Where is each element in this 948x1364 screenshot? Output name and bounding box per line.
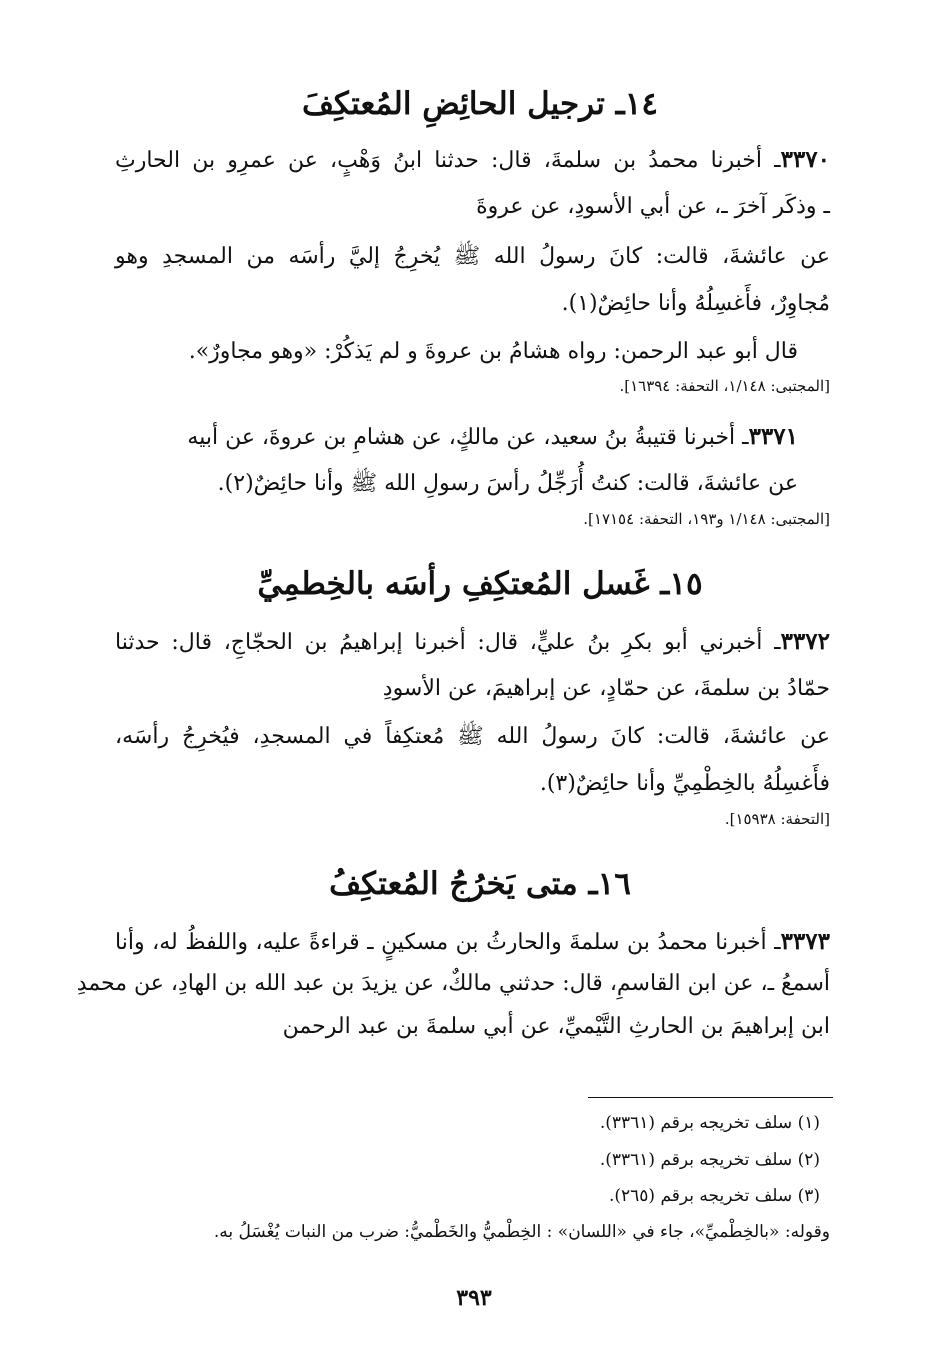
hadith-3370-line-1 xyxy=(115,148,830,173)
hadith-3370-line-3: عن عائشةَ، قالت: كانَ رسولُ الله ﷺ يُخرِجُ إليَّ رأسَه من المسجدِ وهو xyxy=(115,244,830,269)
hadith-3372-line-1 xyxy=(115,630,830,655)
footnote-3-note: وقوله: «بالخِطْميِّ»، جاء في «اللسان» : الخِطْميُّ والخَطْميُّ: ضرب من النبات يُغْسَلُ به. xyxy=(213,1222,830,1242)
hadith-text: ـ أخبرنا محمدُ بن سلمةَ والحارثُ بن مسكينٍ ـ قراءةً عليه، واللفظُ له، وأنا xyxy=(115,930,781,955)
hadith-3371-reference: [المجتبى: ١/١٤٨ و١٩٣، التحفة: ١٧١٥٤]. xyxy=(583,510,830,528)
hadith-3372-line-3: عن عائشةَ، قالت: كانَ رسولُ الله ﷺ مُعتكِفاً في المسجدِ، فيُخرِجُ رأسَه، xyxy=(115,724,830,749)
hadith-number: ٣٣٧٣ xyxy=(780,928,830,955)
page-number: ٣٩٣ xyxy=(456,1285,492,1311)
hadith-text: ـ أخبرنا قتيبةُ بنُ سعيد، عن مالكٍ، عن هشامِ بن عروةَ، عن أبيه xyxy=(187,425,749,450)
footnote-2: (٢) سلف تخريجه برقم (٣٣٦١). xyxy=(599,1150,820,1170)
hadith-3372-reference: [التحفة: ١٥٩٣٨]. xyxy=(724,810,830,828)
footnote-3: (٣) سلف تخريجه برقم (٢٦٥). xyxy=(608,1186,820,1206)
footnote-separator xyxy=(588,1097,833,1098)
chapter-heading-15: ١٥ـ غَسل المُعتكِفِ رأسَه بالخِطمِيِّ xyxy=(257,566,703,602)
hadith-3371-line-1 xyxy=(83,425,798,450)
hadith-3373-line-3: ابن إبراهيمَ بن الحارثِ التَّيْميِّ، عن أبي سلمةَ بن عبد الرحمن xyxy=(282,1014,830,1039)
hadith-3370-line-4: مُجاوِرٌ، فأَغسِلُهُ وأنا حائِضٌ(١). xyxy=(561,291,830,316)
hadith-3371-line-2: عن عائشةَ، قالت: كنتُ أُرَجِّلُ رأسَ رسولِ الله ﷺ وأنا حائِضٌ(٢). xyxy=(217,471,798,496)
hadith-text: ـ أخبرنا محمدُ بن سلمةَ، قال: حدثنا ابنُ وَهْبٍ، عن عمرِو بن الحارثِ xyxy=(115,148,781,173)
hadith-3373-line-1 xyxy=(115,930,830,955)
hadith-3372-line-2: حمّادُ بن سلمةَ، عن حمّادٍ، عن إبراهيمَ، عن الأسودِ xyxy=(382,676,830,701)
chapter-heading-14: ١٤ـ ترجيل الحائِضِ المُعتكِفَ xyxy=(301,86,659,122)
chapter-heading-16: ١٦ـ متى يَخرُجُ المُعتكِفُ xyxy=(329,866,631,902)
footnote-1: (١) سلف تخريجه برقم (٣٣٦١). xyxy=(599,1113,820,1133)
hadith-3370-reference: [المجتبى: ١/١٤٨، التحفة: ١٦٣٩٤]. xyxy=(619,377,830,395)
hadith-number: ٣٣٧٢ xyxy=(780,628,830,655)
hadith-3370-comment: قال أبو عبد الرحمن: رواه هشامُ بن عروةَ و لم يَذكُرْ: «وهو مجاورٌ». xyxy=(188,339,798,364)
hadith-number: ٣٣٧١ xyxy=(748,423,798,450)
hadith-3372-line-4: فأَغسِلُهُ بالخِطْمِيِّ وأنا حائِضٌ(٣). xyxy=(539,771,830,796)
hadith-3373-line-2: أسمعُ ـ، عن ابن القاسمِ، قال: حدثني مالكٌ، عن يزيدَ بن عبد الله بن الهادِ، عن محمدِ xyxy=(76,971,830,996)
hadith-text: ـ أخبرني أبو بكرِ بنُ عليٍّ، قال: أخبرنا إبراهيمُ بن الحجّاجِ، قال: حدثنا xyxy=(115,630,781,655)
hadith-number: ٣٣٧٠ xyxy=(780,146,830,173)
hadith-3370-line-2: ـ وذكَر آخرَ ـ، عن أبي الأسودِ، عن عروةَ xyxy=(476,194,830,219)
